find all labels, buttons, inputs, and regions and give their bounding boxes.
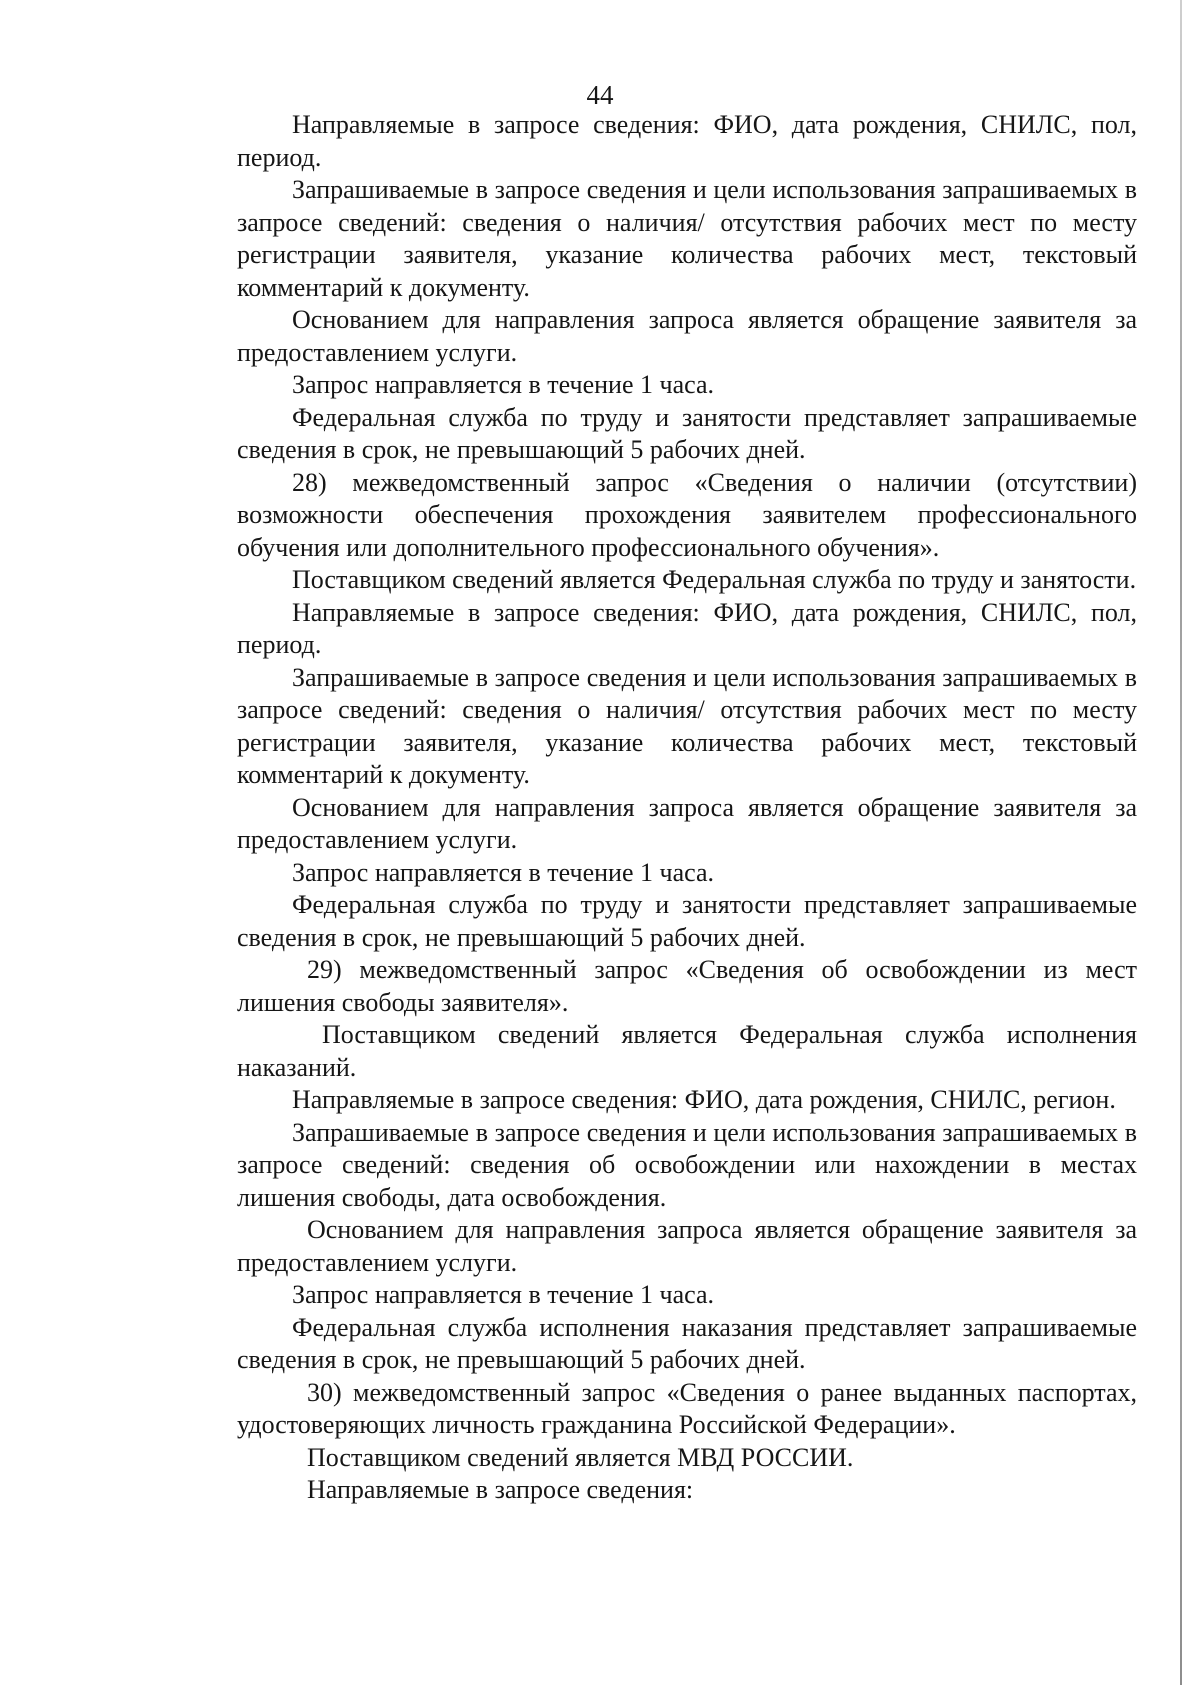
document-body	[237, 109, 1137, 1507]
paragraph: Федеральная служба исполнения наказания представляет запрашиваемые сведения в срок, не превышающий 5 рабочих дней.	[237, 1312, 1137, 1374]
paragraph: Поставщиком сведений является МВД РОССИИ.	[307, 1442, 854, 1472]
paragraph: Направляемые в запросе сведения: ФИО, дата рождения, СНИЛС, пол, период.	[237, 110, 1137, 172]
paragraph: Направляемые в запросе сведения: ФИО, дата рождения, СНИЛС, регион.	[292, 1085, 1116, 1114]
page-number: 44	[586, 80, 614, 110]
paragraph: Основанием для направления запроса является обращение заявителя за предоставлением услуги.	[237, 792, 1137, 854]
paragraph-item-28: 28) межведомственный запрос «Сведения о наличии (отсутствии) возможности обеспечения прохождения заявителем профессионального обучения или дополнительного профессионального обучения».	[237, 467, 1137, 562]
scan-edge-line	[1180, 0, 1182, 1685]
paragraph: Запрос направляется в течение 1 часа.	[292, 857, 715, 887]
paragraph: Запрашиваемые в запросе сведения и цели использования запрашиваемых в запросе сведений: сведения о наличия/ отсутствия рабочих мест по месту регистрации заявителя, указание количества рабочих мест, текстовый комментарий к документу.	[237, 175, 1137, 302]
paragraph-item-30: 30) межведомственный запрос «Сведения о ранее выданных паспортах, удостоверяющих личность гражданина Российской Федерации».	[237, 1377, 1137, 1439]
paragraph: Поставщиком сведений является Федеральная служба по труду и занятости.	[292, 565, 1137, 594]
paragraph: Запрашиваемые в запросе сведения и цели использования запрашиваемых в запросе сведений: сведения о наличия/ отсутствия рабочих мест по месту регистрации заявителя, указание количества рабочих мест, текстовый комментарий к документу.	[237, 662, 1137, 789]
paragraph-item-29: 29) межведомственный запрос «Сведения об освобождении из мест лишения свободы заявителя».	[237, 955, 1137, 1017]
paragraph: Федеральная служба по труду и занятости представляет запрашиваемые сведения в срок, не превышающий 5 рабочих дней.	[237, 402, 1137, 464]
paragraph: Федеральная служба по труду и занятости представляет запрашиваемые сведения в срок, не превышающий 5 рабочих дней.	[237, 890, 1137, 952]
paragraph: Направляемые в запросе сведения:	[307, 1475, 694, 1504]
paragraph: Запрашиваемые в запросе сведения и цели использования запрашиваемых в запросе сведений: сведения об освобождении или нахождении в местах лишения свободы, дата освобождения.	[237, 1117, 1137, 1212]
paragraph: Направляемые в запросе сведения: ФИО, дата рождения, СНИЛС, пол, период.	[237, 597, 1137, 659]
paragraph: Запрос направляется в течение 1 часа.	[292, 370, 715, 399]
paragraph: Основанием для направления запроса является обращение заявителя за предоставлением услуги.	[237, 305, 1137, 367]
paragraph: Запрос направляется в течение 1 часа.	[292, 1280, 715, 1309]
paragraph: Поставщиком сведений является Федеральная служба исполнения наказаний.	[237, 1020, 1137, 1082]
paragraph: Основанием для направления запроса является обращение заявителя за предоставлением услуги.	[237, 1215, 1137, 1277]
